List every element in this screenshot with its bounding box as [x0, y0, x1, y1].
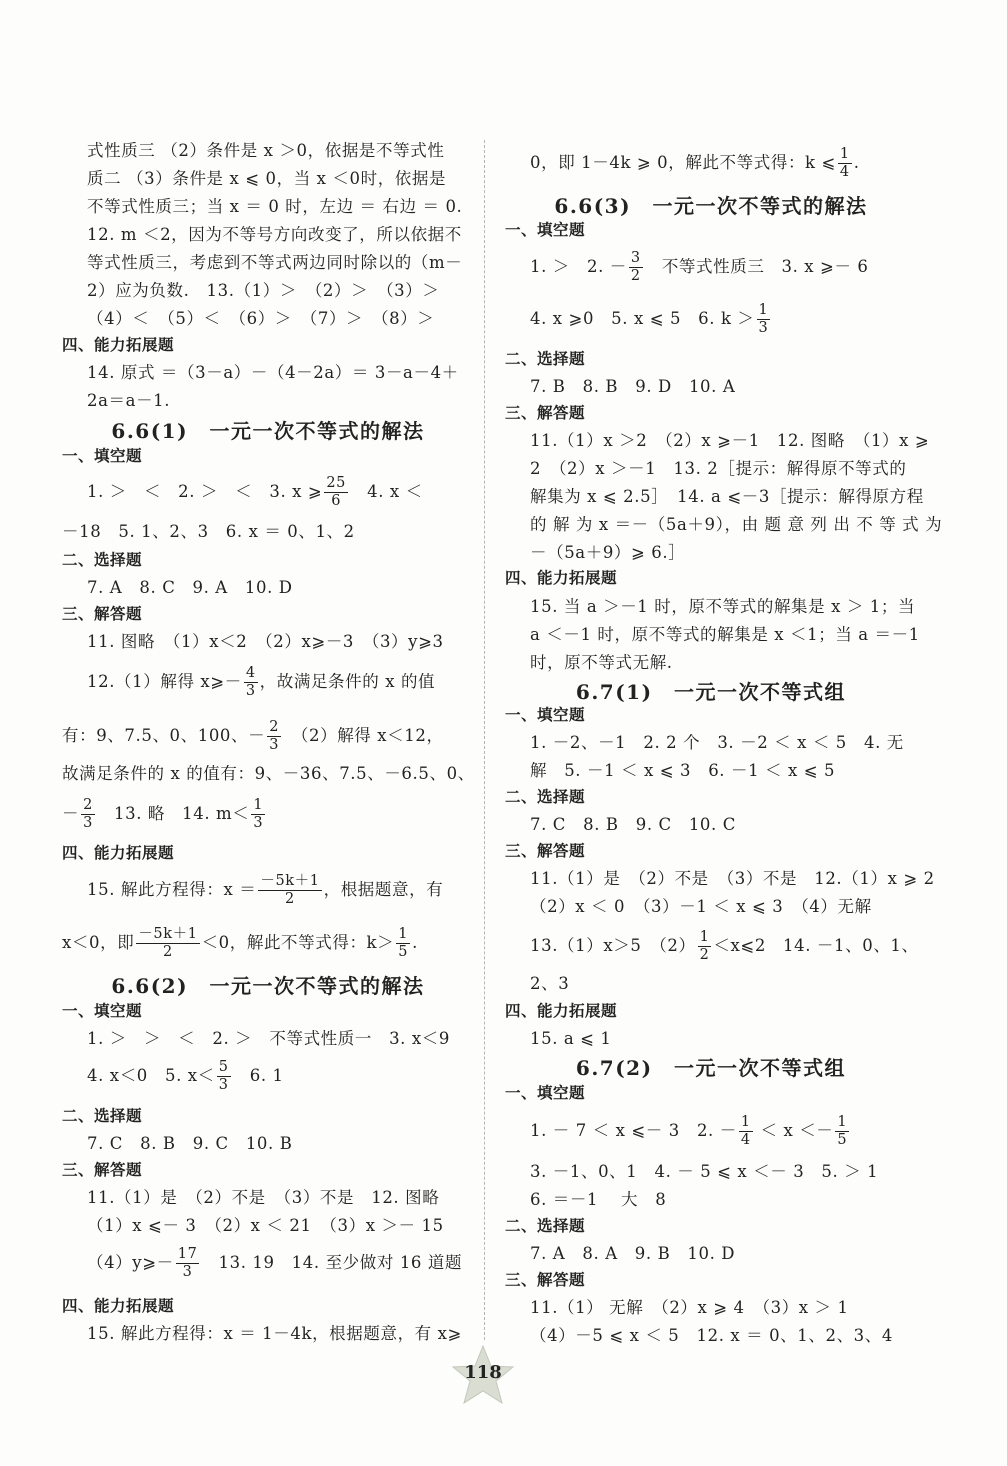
numerator: 4: [245, 665, 256, 681]
section-heading: 二、选择题: [505, 788, 586, 806]
text-line: 式性质三 （2）条件是 x ＞0，依据是不等式性: [87, 141, 445, 160]
text-span: 13. 19 14. 至少做对 16 道题: [201, 1253, 463, 1272]
denominator: 2: [699, 947, 710, 963]
section-heading: 一、填空题: [62, 1002, 143, 1020]
denominator: 3: [253, 815, 264, 831]
section-heading: 四、能力拓展题: [62, 336, 175, 354]
text-span: 1. ＞ 2. －: [530, 257, 627, 276]
text-line: 不等式性质三；当 x ＝ 0 时，左边 ＝ 右边 ＝ 0.: [87, 197, 463, 216]
numerator: 1: [398, 926, 409, 942]
text-line: （4）＜ （5）＜ （6）＞ （7）＞ （8）＞: [87, 309, 435, 328]
text-line: 2 （2）x ＞－1 13. 2［提示：解得原不等式的: [530, 459, 907, 478]
fraction: [267, 719, 281, 754]
text-span: 6. 1: [232, 1066, 284, 1085]
numerator: －5k＋1: [138, 926, 198, 942]
fraction: [838, 146, 852, 181]
section-heading: 四、能力拓展题: [62, 1297, 175, 1315]
text-line: 2）应为负数. 13.（1）＞ （2）＞ （3）＞: [87, 281, 440, 300]
fraction: [176, 1246, 200, 1281]
section-heading: 一、填空题: [505, 1084, 586, 1102]
section-heading: 三、解答题: [62, 605, 143, 623]
text-span: －: [62, 804, 80, 823]
text-line: 11. 图略 （1）x＜2 （2）x⩾－3 （3）y⩾3: [87, 632, 444, 651]
numerator: 25: [326, 475, 346, 491]
text-span: 13.（1）x＞5 （2）: [530, 936, 696, 955]
fraction: [217, 1059, 231, 1094]
text-line: [530, 249, 869, 285]
section-heading: 三、解答题: [62, 1161, 143, 1179]
text-line: 11.（1）是 （2）不是 （3）不是 12. 图略: [87, 1188, 440, 1207]
numerator: 1: [740, 1114, 751, 1130]
section-heading: 四、能力拓展题: [505, 1002, 618, 1020]
fraction: [258, 873, 321, 908]
text-span: .: [853, 153, 860, 172]
text-span: 15. 解此方程得：x ＝: [87, 880, 257, 899]
text-line: a ＜－1 时，原不等式的解集是 x ＜1；当 a ＝－1: [530, 625, 920, 644]
text-line: 故满足条件的 x 的值有：9、－36、7.5、－6.5、0、: [62, 764, 475, 783]
text-line: 11.（1） 无解 （2）x ⩾ 4 （3）x ＞ 1: [530, 1298, 849, 1317]
section-heading: 二、选择题: [62, 551, 143, 569]
text-line: 11.（1）x ＞2 （2）x ⩾－1 12. 图略 （1）x ⩾: [530, 431, 930, 450]
text-line: 11.（1）是 （2）不是 （3）不是 12.（1）x ⩾ 2: [530, 869, 935, 888]
text-line: [62, 925, 418, 961]
numerator: 1: [758, 302, 769, 318]
text-line: [87, 474, 423, 510]
fraction: [251, 797, 265, 832]
text-line: 等式性质三，考虑到不等式两边同时除以的（m－: [87, 253, 463, 272]
denominator: 5: [837, 1132, 848, 1148]
section-title: 6.7(2) 一元一次不等式组: [575, 1056, 847, 1080]
text-span: 13. 略 14. m＜: [96, 804, 250, 823]
text-line: [62, 718, 444, 754]
denominator: 4: [839, 164, 850, 180]
denominator: 3: [245, 683, 256, 699]
numerator: 1: [839, 146, 850, 162]
text-line: －（5a＋9）⩾ 6.］: [530, 543, 686, 562]
text-span: 0，即 1－4k ⩾ 0，解此不等式得：k ⩽: [530, 153, 836, 172]
text-line: 质二 （3）条件是 x ⩽ 0，当 x ＜0时，依据是: [87, 169, 447, 188]
column-divider: [484, 140, 485, 1340]
numerator: 2: [269, 719, 280, 735]
text-span: 不等式性质三 3. x ⩾－ 6: [644, 257, 869, 276]
text-span: 有：9、7.5、0、100、－: [62, 726, 266, 745]
fraction: [244, 665, 258, 700]
text-span: x＜0，即: [62, 933, 135, 952]
numerator: －5k＋1: [260, 873, 320, 889]
text-line: 2a＝a－1.: [87, 391, 171, 410]
text-span: ，根据题意，有: [323, 880, 444, 899]
text-line: 3. －1、0、1 4. － 5 ⩽ x ＜－ 3 5. ＞ 1: [530, 1162, 879, 1181]
section-heading: 四、能力拓展题: [62, 844, 175, 862]
section-heading: 二、选择题: [505, 1217, 586, 1235]
fraction: [835, 1114, 849, 1149]
fraction: [136, 926, 199, 961]
text-span: ＜x⩽2 14. －1、0、1、: [713, 936, 919, 955]
numerator: 2: [83, 797, 93, 813]
text-span: ，故满足条件的 x 的值: [259, 672, 436, 691]
text-line: [530, 145, 860, 181]
fraction: [739, 1114, 753, 1149]
numerator: 17: [177, 1246, 198, 1262]
denominator: 3: [269, 737, 280, 753]
text-span: 1. － 7 ＜ x ⩽－ 3 2. －: [530, 1121, 737, 1140]
numerator: 1: [699, 929, 710, 945]
section-heading: 二、选择题: [62, 1107, 143, 1125]
text-line: －18 5. 1、2、3 6. x ＝ 0、1、2: [62, 522, 355, 541]
denominator: 3: [218, 1077, 229, 1093]
text-line: [87, 872, 443, 908]
text-span: ＜ x ＜－: [754, 1121, 834, 1140]
section-heading: 一、填空题: [62, 447, 143, 465]
text-line: 7. C 8. B 9. C 10. B: [87, 1134, 293, 1153]
fraction: [757, 302, 771, 337]
text-line: 1. －2、－1 2. 2 个 3. －2 ＜ x ＜ 5 4. 无: [530, 733, 904, 752]
text-line: [530, 1113, 851, 1149]
text-span: .: [412, 933, 418, 952]
text-line: 7. B 8. B 9. D 10. A: [530, 377, 736, 396]
denominator: 5: [398, 944, 409, 960]
text-line: [87, 1245, 462, 1281]
section-heading: 二、选择题: [505, 350, 586, 368]
text-line: （2）x ＜ 0 （3）－1 ＜ x ⩽ 3 （4）无解: [530, 897, 872, 916]
section-title: 6.6(3) 一元一次不等式的解法: [554, 194, 868, 218]
text-span: 12.（1）解得 x⩾－: [87, 672, 242, 691]
denominator: 6: [331, 493, 342, 509]
text-line: [530, 301, 772, 337]
text-span: 4. x ＜: [350, 482, 423, 501]
fraction: [629, 250, 643, 285]
numerator: 1: [253, 797, 264, 813]
text-line: [530, 928, 919, 964]
denominator: 2: [285, 891, 295, 907]
text-line: 2、3: [530, 974, 570, 993]
text-line: 7. A 8. A 9. B 10. D: [530, 1244, 736, 1263]
section-heading: 三、解答题: [505, 1271, 586, 1289]
fraction: [81, 797, 95, 832]
numerator: 3: [630, 250, 641, 266]
section-title: 6.7(1) 一元一次不等式组: [575, 680, 847, 704]
text-line: 解 5. －1 ＜ x ⩽ 3 6. －1 ＜ x ⩽ 5: [530, 761, 836, 780]
text-line: 15. 当 a ＞－1 时，原不等式的解集是 x ＞ 1；当: [530, 597, 916, 616]
text-line: 7. A 8. C 9. A 10. D: [87, 578, 293, 597]
text-span: ＜0，解此不等式得：k＞: [201, 933, 395, 952]
section-heading: 一、填空题: [505, 221, 586, 239]
text-span: （4）y⩾－: [87, 1253, 174, 1272]
text-line: [87, 664, 435, 700]
text-line: [87, 1058, 284, 1094]
section-heading: 四、能力拓展题: [505, 569, 618, 587]
fraction: [324, 475, 348, 510]
denominator: 2: [630, 268, 641, 284]
numerator: 5: [218, 1059, 229, 1075]
text-line: 14. 原式 ＝（3－a）－（4－2a）＝ 3－a－4＋: [87, 363, 459, 382]
text-line: 6. ＝－1 大 8: [530, 1190, 667, 1209]
denominator: 3: [83, 815, 93, 831]
text-line: 时，原不等式无解.: [530, 653, 673, 672]
section-heading: 三、解答题: [505, 842, 586, 860]
fraction: [396, 926, 410, 961]
text-line: 15. a ⩽ 1: [530, 1029, 612, 1048]
text-line: 1. ＞ ＞ ＜ 2. ＞ 不等式性质一 3. x＜9: [87, 1029, 450, 1048]
text-line: [62, 796, 267, 832]
text-line: 7. C 8. B 9. C 10. C: [530, 815, 736, 834]
denominator: 2: [163, 944, 173, 960]
denominator: 3: [758, 320, 769, 336]
text-span: 4. x＜0 5. x＜: [87, 1066, 215, 1085]
text-line: （4）－5 ⩽ x ＜ 5 12. x ＝ 0、1、2、3、4: [530, 1326, 893, 1345]
text-span: 1. ＞ ＜ 2. ＞ ＜ 3. x ⩾: [87, 482, 323, 501]
page-number: 118: [464, 1362, 502, 1383]
denominator: 4: [740, 1132, 751, 1148]
fraction: [698, 929, 712, 964]
section-heading: 一、填空题: [505, 706, 586, 724]
denominator: 3: [182, 1264, 193, 1280]
text-line: （1）x ⩽－ 3 （2）x ＜ 21 （3）x ＞－ 15: [87, 1216, 444, 1235]
section-heading: 三、解答题: [505, 404, 586, 422]
text-line: 解集为 x ⩽ 2.5］ 14. a ⩽－3［提示：解得原方程: [530, 487, 924, 506]
text-span: （2）解得 x＜12，: [283, 726, 444, 745]
text-line: 12. m ＜2，因为不等号方向改变了，所以依据不: [87, 225, 462, 244]
text-line: 的 解 为 x ＝－（5a＋9），由 题 意 列 出 不 等 式 为: [530, 515, 943, 534]
section-title: 6.6(1) 一元一次不等式的解法: [111, 419, 425, 443]
section-title: 6.6(2) 一元一次不等式的解法: [111, 974, 425, 998]
text-line: 15. 解此方程得：x ＝ 1－4k，根据题意，有 x⩾: [87, 1324, 462, 1343]
numerator: 1: [837, 1114, 848, 1130]
text-span: 4. x ⩾0 5. x ⩽ 5 6. k ＞: [530, 309, 755, 328]
